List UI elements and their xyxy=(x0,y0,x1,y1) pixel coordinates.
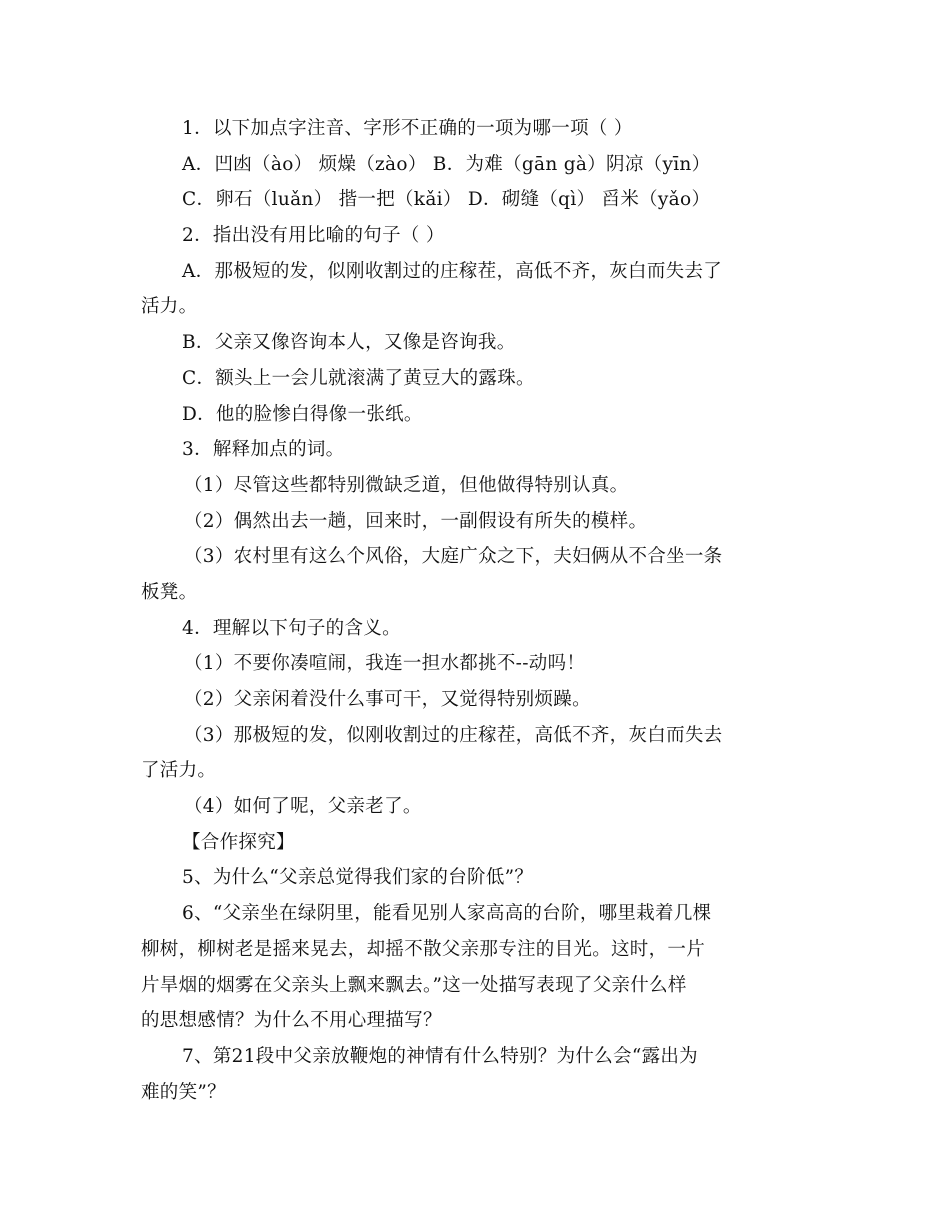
text-line: C．额头上一会儿就滚满了黄豆大的露珠。 xyxy=(182,367,535,389)
text-line: （3）农村里有这么个风俗，大庭广众之下，夫妇俩从不合坐一条 xyxy=(184,546,723,568)
text-line: 板凳。 xyxy=(141,581,198,603)
text-line: 柳树，柳树老是摇来晃去，却摇不散父亲那专注的目光。这时，一片 xyxy=(141,938,706,960)
text-line: C．卵石（luǎn） 揩一把（kǎi） D．砌缝（qì） 舀米（yǎo） xyxy=(182,189,711,211)
text-line: 7、第21段中父亲放鞭炮的神情有什么特别？为什么会“露出为 xyxy=(182,1045,698,1067)
text-line: 2．指出没有用比喻的句子（ ） xyxy=(182,225,445,247)
text-line: A．凹凼（ào） 烦燥（zào） B．为难（gān gà）阴凉（yīn） xyxy=(182,153,711,175)
text-line: 难的笑”？ xyxy=(141,1081,226,1103)
document-body xyxy=(141,111,821,1110)
text-line: D．他的脸惨白得像一张纸。 xyxy=(182,403,423,425)
text-line: 4．理解以下句子的含义。 xyxy=(182,617,401,639)
text-line: 活力。 xyxy=(141,296,198,318)
text-line: （4）如何了呢，父亲老了。 xyxy=(184,796,422,818)
text-line: （2）偶然出去一趟，回来时，一副假设有所失的模样。 xyxy=(184,510,648,532)
text-line: 的思想感情？为什么不用心理描写？ xyxy=(141,1010,442,1032)
text-line: （3）那极短的发，似刚收割过的庄稼茬，高低不齐，灰白而失去 xyxy=(184,724,723,746)
text-line: 了活力。 xyxy=(141,760,217,782)
text-line: 1．以下加点字注音、字形不正确的一项为哪一项（ ） xyxy=(182,118,633,139)
text-line: 6、“父亲坐在绿阴里，能看见别人家高高的台阶，哪里栽着几棵 xyxy=(182,903,712,925)
text-line: 3．解释加点的词。 xyxy=(182,439,345,461)
text-line: （2）父亲闲着没什么事可干，又觉得特别烦躁。 xyxy=(184,689,591,710)
text-line: 片旱烟的烟雾在父亲头上飘来飘去。”这一处描写表现了父亲什么样 xyxy=(141,974,687,996)
text-line: A．那极短的发，似刚收割过的庄稼茬，高低不齐，灰白而失去了 xyxy=(182,260,723,282)
text-line: B．父亲又像咨询本人，又像是咨询我。 xyxy=(182,332,516,354)
text-line: 【合作探究】 xyxy=(182,831,295,853)
text-line: （1）不要你凑喧闹，我连一担水都挑不--动吗！ xyxy=(184,653,586,675)
text-line: 5、为什么“父亲总觉得我们家的台阶低”？ xyxy=(182,867,534,889)
text-line: （1）尽管这些都特别微缺乏道，但他做得特别认真。 xyxy=(184,474,629,496)
